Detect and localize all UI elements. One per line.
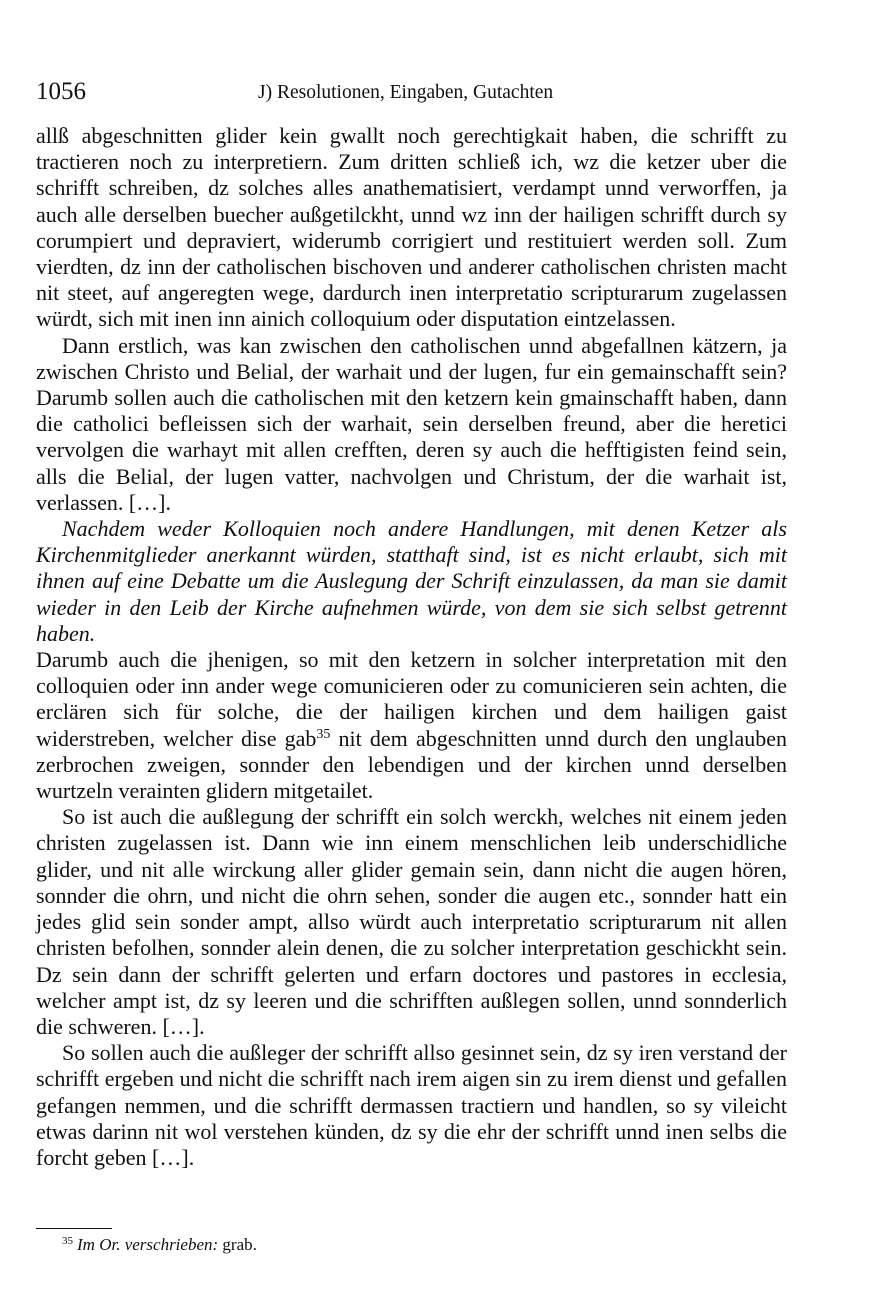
paragraph-3	[36, 647, 787, 804]
italic-summary: Nachdem weder Kolloquien noch andere Handlungen, mit denen Ketzer als Kirchenmitglieder anerkannt würden, statthaft sind, ist es nicht erlaubt, sich mit ihnen auf eine Debatte um die Auslegung der Schrift einzulassen, da man sie damit wieder in den Leib der Kirche aufnehmen würde, von dem sie sich selbst getrennt haben.	[36, 516, 787, 646]
footnote-divider	[36, 1228, 112, 1229]
main-text	[36, 123, 787, 1171]
page-number: 1056	[36, 78, 86, 105]
paragraph-3-text-b: nit dem abgeschnitten unnd durch den unglauben zerbrochen zweigen, sonnder den lebendigen und der kirchen unnd derselben wurtzeln veraintеn glidern mitgetailet.	[36, 725, 787, 804]
footnote-number: 35	[62, 1235, 73, 1247]
footnote-italic-text: Im Or. verschrieben:	[77, 1235, 219, 1254]
footnote-text: grab.	[218, 1235, 257, 1254]
footnote-reference: 35	[316, 726, 331, 742]
running-title: J) Resolutionen, Eingaben, Gutachten	[258, 82, 554, 103]
paragraph-2: Dann erstlich, was kan zwischen den catholischen unnd abgefallnen kätzern, ja zwischen Christo und Belial, der warhait und der lugen, fur ein gemainschafft sein? Darumb sollen auch die catholischen mit den ketzern kein gmainschafft haben, dann die catholici befleissen sich der warhait, sein derselben freund, aber die heretici vervolgen die warhayt mit allen crefften, deren sy auch die hefftigisten feind sein, alls die Belial, der lugen vatter, nachvolgen und Christum, der die warhait ist, verlassen. […].	[36, 332, 787, 515]
paragraph-1: allß abgeschnitten glider kein gwallt noch gerechtigkait haben, die schrifft zu tractieren noch zu interpretiern. Zum dritten schließ ich, wz die ketzer uber die schrifft schreiben, dz solches alles anathematisiert, verdampt unnd verworffen, ja auch alle derselben buecher außgetilckht, unnd wz inn der hailigen schrifft durch sy corumpiert und depraviert, widerumb corrigiert und restituiert werden soll. Zum vierdten, dz inn der catholischen bischoven und anderer catholischen christen macht nit steet, auf angeregten wege, dardurch inen interpretatio scripturarum zugelassen würdt, sich mit inen inn ainich colloquium oder disputation eintzelassen.	[36, 123, 787, 332]
paragraph-3-text-a: Darumb auch die jhenigen, so mit den ketzern in solcher interpretation mit den colloquien oder inn ander wege comunicieren oder zu comunicieren sein achten, die erclären sich für solche, die der hailigen kirchen und dem hailigen gaist widerstreben, welcher dise gab	[36, 647, 787, 751]
footnote	[62, 1234, 257, 1256]
paragraph-5: So sollen auch die außleger der schrifft allso gesinnet sein, dz sy iren verstand der schrifft ergeben und nicht die schrifft nach irem aigen sin zu irem dienst und gefallen gefangen nemmen, und die schrifft dermassen tractiern und handlen, so sy vileicht etwas darinn nit wol verstehen künden, dz sy die ehr der schrifft unnd inen selbs die forcht geben […].	[36, 1040, 787, 1170]
paragraph-4: So ist auch die außlegung der schrifft ein solch werckh, welches nit einem jeden christen zugelassen ist. Dann wie inn einem menschlichen leib underschidliche glider, und nit alle wirckung aller glider gemain sein, dann nicht die augen hören, sonnder die ohrn, und nicht die ohrn sehen, sonder die augen etc., sonnder hatt ein jedes glid sein sonder ampt, allso würdt auch interpretatio scripturarum nit allen christen befolhen, sonnder alein denen, die zu solcher interpretation geschickht sein. Dz sein dann der schrifft gelerten und erfarn doctores und pastores in ecclesia, welcher ampt ist, dz sy leeren und die schrifften außlegen sollen, unnd sonnderlich die schweren. […].	[36, 804, 787, 1039]
